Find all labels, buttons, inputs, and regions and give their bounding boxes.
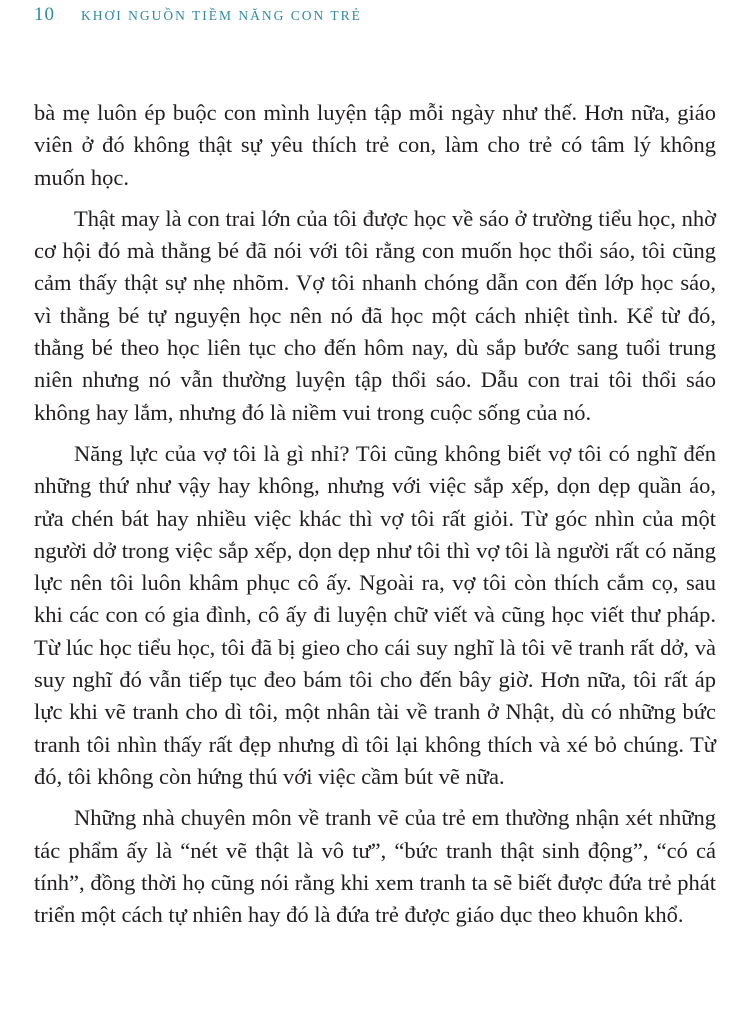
body-text <box>34 97 716 931</box>
page-number: 10 <box>34 4 55 25</box>
paragraph: bà mẹ luôn ép buộc con mình luyện tập mỗi ngày như thế. Hơn nữa, giáo viên ở đó không thật sự yêu thích trẻ con, làm cho trẻ có tâm lý không muốn học. <box>34 100 716 190</box>
paragraph: Năng lực của vợ tôi là gì nhỉ? Tôi cũng không biết vợ tôi có nghĩ đến những thứ như vậy hay không, nhưng với việc sắp xếp, dọn dẹp quần áo, rửa chén bát hay nhiều việc khác thì vợ tôi rất giỏi. Từ góc nhìn của một người dở trong việc sắp xếp, dọn dẹp như tôi thì vợ tôi là người rất có năng lực nên tôi luôn khâm phục cô ấy. Ngoài ra, vợ tôi còn thích cắm cọ, sau khi các con có gia đình, cô ấy đi luyện chữ viết và cũng học viết thư pháp. Từ lúc học tiểu học, tôi đã bị gieo cho cái suy nghĩ là tôi vẽ tranh rất dở, và suy nghĩ đó vẫn tiếp tục đeo bám tôi cho đến bây giờ. Hơn nữa, tôi rất áp lực khi vẽ tranh cho dì tôi, một nhân tài về tranh ở Nhật, dù có những bức tranh tôi nhìn thấy rất đẹp nhưng dì tôi lại không thích và xé bỏ chúng. Từ đó, tôi không còn hứng thú với việc cầm bút vẽ nữa. <box>34 440 716 789</box>
running-header <box>34 4 362 28</box>
paragraph: Thật may là con trai lớn của tôi được học về sáo ở trường tiểu học, nhờ cơ hội đó mà thằng bé đã nói với tôi rằng con muốn học thổi sáo, tôi cũng cảm thấy thật sự nhẹ nhõm. Vợ tôi nhanh chóng dẫn con đến lớp học sáo, vì thằng bé tự nguyện học nên nó đã học một cách nhiệt tình. Kể từ đó, thằng bé theo học liên tục cho đến hôm nay, dù sắp bước sang tuổi trung niên nhưng nó vẫn thường luyện tập thổi sáo. Dẫu con trai tôi thổi sáo không hay lắm, nhưng đó là niềm vui trong cuộc sống của nó. <box>34 205 716 425</box>
paragraph: Những nhà chuyên môn về tranh vẽ của trẻ em thường nhận xét những tác phẩm ấy là “nét vẽ thật là vô tư”, “bức tranh thật sinh động”, “có cá tính”, đồng thời họ cũng nói rằng khi xem tranh ta sẽ biết được đứa trẻ phát triển một cách tự nhiên hay đó là đứa trẻ được giáo dục theo khuôn khổ. <box>34 805 716 928</box>
running-title: KHƠI NGUỒN TIỀM NĂNG CON TRẺ <box>81 8 362 23</box>
